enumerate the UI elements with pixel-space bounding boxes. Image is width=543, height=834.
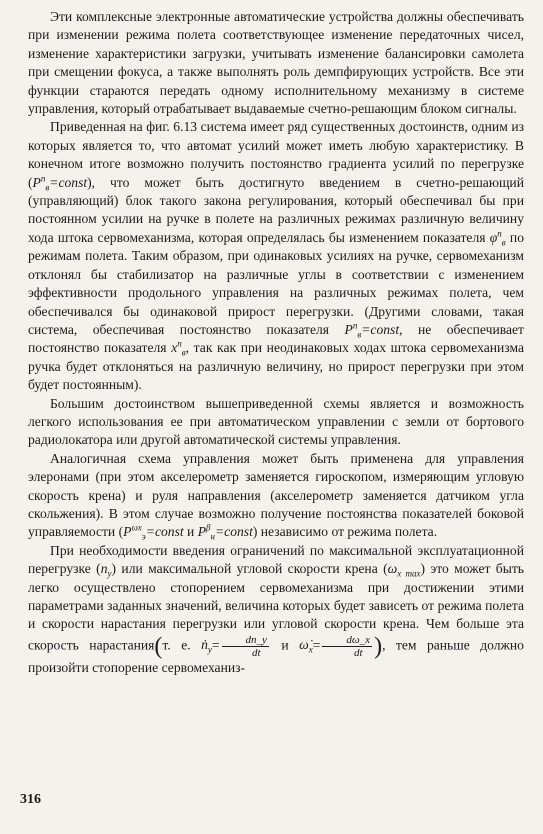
paragraph-5: При необходимости введения ограничений по максимальной эксплуатационной перегрузке $(n_y)$ или максимальной угловой скорости крена $(\omega_{x max})$ это может быть легко осуществлено стопорением сервомеханизма при достижении этими параметрами заданных значений, величина которых будет зависеть от режима полета и скорости нарастания перегрузки или угловой скорости крена. Чем больше эта скорость нарастания(т. е. ṅ$_y$= $\frac{dn\_y}{dt}$ и $\omegȧ_x=$ $\frac{d\omega\_x}{dt}$ ), тем раньше должно произойти стопорение сервомеханиз-: [28, 542, 524, 675]
formula-omega-x-max: $\omega_{x max}$: [387, 561, 421, 579]
formula-p-n-v: $P^n_в=const$: [32, 173, 88, 193]
formula-p-n-v-2: $P^n_в=const$: [344, 320, 400, 340]
body-text: [28, 8, 524, 677]
page-number: 316: [20, 792, 41, 807]
formula-x-n-v: $x^n_в$: [171, 338, 186, 359]
paragraph-4: Аналогичная схема управления может быть применена для управления элеронами (при этом акселерометр заменяется гироскопом, измеряющим угловую скорость крена) и руля направления (акселерометр заменяется датчиком угла скольжения). В этом случае возможно получение постоянства показателей боковой управляемости ($P^{\omega x}_э=const$ и $P^\beta_н=const$) независимо от режима полета.: [28, 450, 524, 543]
fraction-dny-dt: $\frac{dn\_y}{dt}$: [222, 634, 269, 659]
formula-p-omega-e: $P^{\omega x}_э=const$: [123, 522, 184, 543]
formula-phi-n-v: $\varphi^n_в$: [489, 228, 506, 248]
paragraph-1: Эти комплексные электронные автоматические устройства должны обеспечивать при изменении режима полета соответствующее изменение передаточных чисел, изменение характеристики загрузки, учитывать изменение балансировки самолета при смещении фокуса, а также выполнять роль демпфирующих устройств. Все эти функции стараются передать одному исполнительному механизму в системе управления, который отрабатывает выдаваемые счетно-решающим блоком сигналы.: [28, 9, 524, 117]
paragraph-2: Приведенная на фиг. 6.13 система имеет ряд существенных достоинств, одним из которых является то, что автомат усилий может иметь любую характеристику. В конечном итоге возможно получить постоянство градиента усилий по перегрузке $(P^n_в=const)$, что может быть достигнуто введением в счетно-решающий (управляющий) блок такого закона регулирования, который обеспечивал бы при постоянном усилии на ручке в полете на различных режимах различную величину хода штока сервомеханизма, которая определялась бы изменением показателя $\varphi^n_в$ по режимам полета. Таким образом, при одинаковых усилиях на ручке, сервомеханизм отклонял бы стабилизатор на различные углы в соответствии с изменением эффективности продольного управления на различных режимах полета, чем обеспечивался бы одинаковой прирост перегрузки. (Другими словами, такая система, обеспечивая постоянство показателя $P^n_в=const$, не обеспечивает постоянство показателя $x^n_в$, так как при неодинаковых ходах штока сервомеханизма ручка будет отклоняться на различную величину, но прирост перегрузки при этом будет постоянным).: [28, 119, 524, 393]
paragraph-3: Большим достоинством вышеприведенной схемы является и возможность легкого использования ее при автоматическом управлении с земли от бортового радиолокатора или другой автоматической системы управления.: [28, 395, 524, 448]
formula-ndot-y: ṅ$_y$: [201, 637, 212, 656]
formula-p-beta-n: $P^\beta_н=const$: [197, 522, 253, 543]
formula-n-y: $n_y$: [100, 561, 112, 579]
formula-omegadot-x: $\omegȧ_x$: [299, 637, 313, 656]
fraction-domega-dt: $\frac{d\omega\_x}{dt}$: [322, 634, 372, 659]
